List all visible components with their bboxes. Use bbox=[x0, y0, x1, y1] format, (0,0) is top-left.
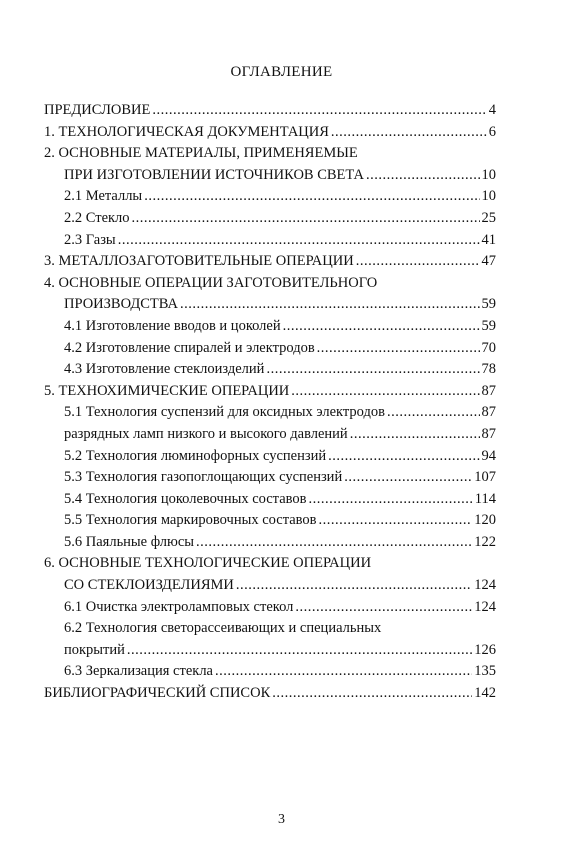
toc-leader-dots bbox=[266, 359, 479, 381]
toc-entry-title: 4.1 Изготовление вводов и цоколей bbox=[64, 317, 281, 334]
toc-entry-page: 78 bbox=[481, 361, 496, 378]
toc-entry-page: 87 bbox=[481, 425, 496, 442]
toc-entry bbox=[44, 618, 496, 640]
toc-entry bbox=[44, 640, 496, 662]
toc-entry-page: 114 bbox=[474, 490, 496, 507]
toc-entry bbox=[44, 597, 496, 619]
toc-entry-page: 135 bbox=[474, 663, 496, 680]
page-title: ОГЛАВЛЕНИЕ bbox=[230, 64, 333, 80]
toc-entry-title: 5.5 Технология маркировочных составов bbox=[64, 512, 317, 529]
toc-entry bbox=[44, 186, 496, 208]
toc-entry bbox=[44, 402, 496, 424]
toc-entry-page: 59 bbox=[481, 317, 496, 334]
toc-leader-dots bbox=[295, 597, 472, 619]
toc-entry bbox=[44, 359, 496, 381]
toc-entry-title: 5.4 Технология цоколевочных составов bbox=[64, 490, 307, 507]
toc-leader-dots bbox=[236, 575, 472, 597]
toc-entry bbox=[44, 230, 496, 252]
toc-entry-page: 126 bbox=[474, 641, 496, 658]
toc-entry-title: 4.3 Изготовление стеклоизделий bbox=[64, 361, 265, 378]
toc-entry bbox=[44, 208, 496, 230]
toc-entry-page: 59 bbox=[481, 296, 496, 313]
toc-entry-title: 3. МЕТАЛЛОЗАГОТОВИТЕЛЬНЫЕ ОПЕРАЦИИ bbox=[44, 253, 354, 270]
toc-leader-dots bbox=[152, 100, 486, 122]
toc-leader-dots bbox=[366, 165, 479, 187]
toc-entry-title: 2. ОСНОВНЫЕ МАТЕРИАЛЫ, ПРИМЕНЯЕМЫЕ bbox=[44, 145, 358, 162]
table-of-contents bbox=[44, 100, 496, 705]
toc-entry bbox=[44, 446, 496, 468]
toc-leader-dots bbox=[144, 186, 479, 208]
toc-entry-page: 124 bbox=[474, 577, 496, 594]
toc-entry bbox=[44, 100, 496, 122]
toc-entry bbox=[44, 165, 496, 187]
toc-entry bbox=[44, 575, 496, 597]
toc-entry-title: 4. ОСНОВНЫЕ ОПЕРАЦИИ ЗАГОТОВИТЕЛЬНОГО bbox=[44, 274, 378, 291]
toc-entry-title: 6.1 Очистка электроламповых стекол bbox=[64, 598, 294, 615]
toc-entry bbox=[44, 553, 496, 575]
toc-leader-dots bbox=[283, 316, 480, 338]
toc-leader-dots bbox=[118, 230, 480, 252]
toc-leader-dots bbox=[272, 683, 472, 705]
toc-entry bbox=[44, 294, 496, 316]
toc-leader-dots bbox=[356, 251, 480, 273]
toc-entry-title: БИБЛИОГРАФИЧЕСКИЙ СПИСОК bbox=[44, 685, 271, 702]
toc-entry-page: 94 bbox=[481, 447, 496, 464]
toc-entry bbox=[44, 338, 496, 360]
toc-entry-page: 124 bbox=[474, 598, 496, 615]
toc-entry bbox=[44, 467, 496, 489]
toc-leader-dots bbox=[387, 402, 480, 424]
toc-entry-title: 4.2 Изготовление спиралей и электродов bbox=[64, 339, 315, 356]
toc-entry-title: 5.1 Технология суспензий для оксидных электродов bbox=[64, 404, 385, 421]
toc-entry bbox=[44, 381, 496, 403]
toc-entry-title: 5.2 Технология люминофорных суспензий bbox=[64, 447, 327, 464]
toc-leader-dots bbox=[127, 640, 472, 662]
toc-entry bbox=[44, 273, 496, 295]
toc-entry bbox=[44, 424, 496, 446]
toc-entry bbox=[44, 661, 496, 683]
toc-entry bbox=[44, 683, 496, 705]
toc-entry-title: 2.3 Газы bbox=[64, 231, 116, 248]
toc-leader-dots bbox=[328, 446, 479, 468]
toc-entry bbox=[44, 489, 496, 511]
toc-leader-dots bbox=[350, 424, 480, 446]
toc-entry-page: 87 bbox=[481, 404, 496, 421]
toc-entry bbox=[44, 316, 496, 338]
toc-entry-page: 120 bbox=[474, 512, 496, 529]
toc-entry-page: 70 bbox=[481, 339, 496, 356]
toc-leader-dots bbox=[132, 208, 480, 230]
toc-leader-dots bbox=[215, 661, 472, 683]
toc-entry-title: ПРОИЗВОДСТВА bbox=[64, 296, 178, 313]
page-number: 3 bbox=[278, 812, 285, 827]
toc-entry-title: 5.3 Технология газопоглощающих суспензий bbox=[64, 469, 343, 486]
toc-entry-title: 6.3 Зеркализация стекла bbox=[64, 663, 213, 680]
toc-entry-page: 47 bbox=[481, 253, 496, 270]
toc-entry-title: 6. ОСНОВНЫЕ ТЕХНОЛОГИЧЕСКИЕ ОПЕРАЦИИ bbox=[44, 555, 372, 572]
toc-leader-dots bbox=[344, 467, 472, 489]
toc-entry bbox=[44, 510, 496, 532]
toc-entry-title: ПРИ ИЗГОТОВЛЕНИИ ИСТОЧНИКОВ СВЕТА bbox=[64, 166, 365, 183]
toc-entry-title: 6.2 Технология светорассеивающих и специальных bbox=[64, 620, 382, 637]
toc-entry-title: разрядных ламп низкого и высокого давлений bbox=[64, 425, 348, 442]
toc-entry bbox=[44, 251, 496, 273]
toc-entry-page: 10 bbox=[481, 188, 496, 205]
toc-leader-dots bbox=[331, 122, 487, 144]
toc-entry-page: 41 bbox=[481, 231, 496, 248]
toc-leader-dots bbox=[308, 489, 472, 511]
toc-entry-page: 10 bbox=[481, 166, 496, 183]
toc-entry-title: 1. ТЕХНОЛОГИЧЕСКАЯ ДОКУМЕНТАЦИЯ bbox=[44, 123, 329, 140]
toc-entry-title: 5. ТЕХНОХИМИЧЕСКИЕ ОПЕРАЦИИ bbox=[44, 382, 290, 399]
toc-entry-page: 107 bbox=[474, 469, 496, 486]
toc-entry-title: СО СТЕКЛОИЗДЕЛИЯМИ bbox=[64, 577, 234, 594]
toc-entry-title: 2.1 Металлы bbox=[64, 188, 143, 205]
toc-entry-page: 6 bbox=[488, 123, 496, 140]
toc-entry bbox=[44, 532, 496, 554]
toc-entry-page: 122 bbox=[474, 533, 496, 550]
toc-entry bbox=[44, 122, 496, 144]
toc-entry-page: 142 bbox=[474, 685, 496, 702]
toc-leader-dots bbox=[317, 338, 480, 360]
toc-entry-title: ПРЕДИСЛОВИЕ bbox=[44, 102, 151, 118]
toc-leader-dots bbox=[319, 510, 473, 532]
toc-entry-page: 25 bbox=[481, 209, 496, 226]
toc-leader-dots bbox=[196, 532, 472, 554]
toc-entry-page: 4 bbox=[488, 102, 496, 118]
toc-leader-dots bbox=[180, 294, 480, 316]
toc-entry-title: 5.6 Паяльные флюсы bbox=[64, 533, 195, 550]
toc-entry-title: покрытий bbox=[64, 641, 125, 658]
toc-entry-title: 2.2 Стекло bbox=[64, 209, 130, 226]
toc-leader-dots bbox=[291, 381, 479, 403]
toc-entry-page: 87 bbox=[481, 382, 496, 399]
toc-entry bbox=[44, 143, 496, 165]
